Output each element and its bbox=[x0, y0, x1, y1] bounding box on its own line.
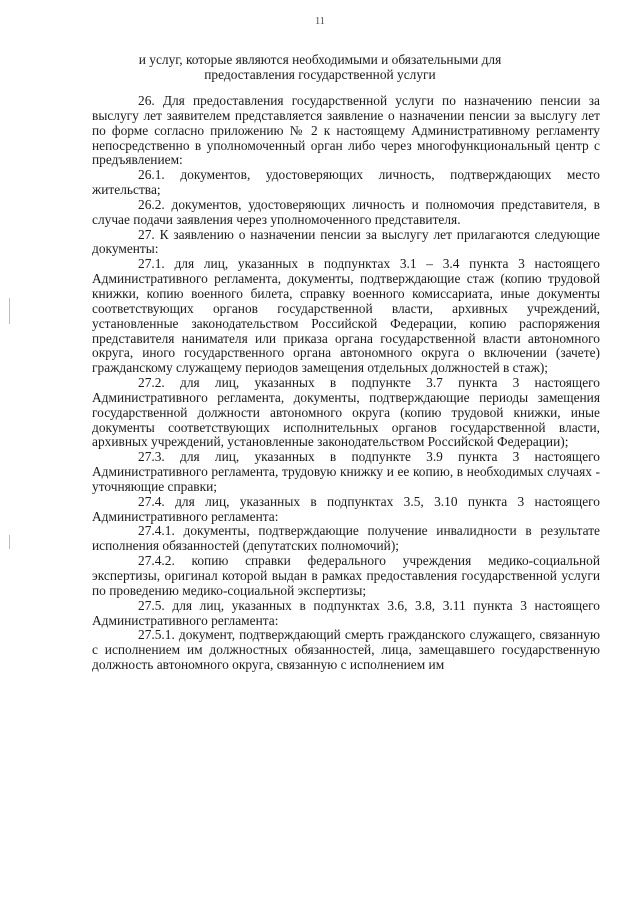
paragraph-26-1: 26.1. документов, удостоверяющих личность, подтверждающих место жительства; bbox=[92, 167, 600, 198]
page-number: 11 bbox=[315, 16, 325, 27]
document-body bbox=[92, 94, 600, 673]
paragraph-26-2: 26.2. документов, удостоверяющих личность и полномочия представителя, в случае подачи заявления через уполномоченного представителя. bbox=[92, 196, 600, 227]
paragraph-26: 26. Для предоставления государственной услуги по назначению пенсии за выслугу лет заявителем представляется заявление о назначении пенсии за выслугу лет по форме согласно приложению № 2 к настоящему Административному регламенту непосредственно в уполномоченный орган либо через многофункциональный центр с предъявлением: bbox=[92, 93, 600, 168]
paragraph-27: 27. К заявлению о назначении пенсии за выслугу лет прилагаются следующие документы: bbox=[92, 226, 600, 257]
paragraph-27-4-1: 27.4.1. документы, подтверждающие получение инвалидности в результате исполнения обязанностей (депутатских полномочий); bbox=[92, 523, 600, 554]
margin-scan-mark bbox=[9, 298, 10, 324]
section-heading: и услуг, которые являются необходимыми и обязательными для предоставления государственной услуги bbox=[138, 52, 502, 82]
paragraph-27-4-2: 27.4.2. копию справки федерального учреждения медико-социальной экспертизы, оригинал которой выдан в рамках предоставления государственной услуги по проведению медико-социальной экспертизы; bbox=[92, 553, 600, 598]
paragraph-27-5-1: 27.5.1. документ, подтверждающий смерть гражданского служащего, связанную с исполнением им должностных обязанностей, лица, замещавшего государственную должность автономного округа, связанную с исполнением им bbox=[92, 627, 600, 673]
paragraph-27-1: 27.1. для лиц, указанных в подпунктах 3.1 – 3.4 пункта 3 настоящего Административного регламента, документы, подтверждающие стаж (копию трудовой книжки, копию военного билета, справку военного комиссариата, иные документы соответствующих органов государственной власти, архивных учреждений, установленные законодательством Российской Федерации, копию распоряжения представителя нанимателя или приказа органа государственной власти автономного округа, иного государственного органа автономного округа о включении (зачете) гражданскому служащему периодов замещения отдельных должностей в стаж); bbox=[92, 256, 600, 376]
paragraph-27-5: 27.5. для лиц, указанных в подпунктах 3.6, 3.8, 3.11 пункта 3 настоящего Административного регламента: bbox=[92, 597, 600, 628]
margin-scan-mark bbox=[9, 535, 10, 549]
paragraph-27-2: 27.2. для лиц, указанных в подпункте 3.7 пункта 3 настоящего Административного регламента, документы, подтверждающие периоды замещения государственной должности автономного округа (копию трудовой книжки, иные документы соответствующих исполнительных органов государственной власти, архивных учреждений, установленные законодательством Российской Федерации); bbox=[92, 375, 600, 450]
paragraph-27-3: 27.3. для лиц, указанных в подпункте 3.9 пункта 3 настоящего Административного регламента, трудовую книжку и ее копию, в необходимых случаях - уточняющие справки; bbox=[92, 449, 600, 494]
paragraph-27-4: 27.4. для лиц, указанных в подпунктах 3.5, 3.10 пункта 3 настоящего Административного регламента: bbox=[92, 493, 600, 524]
